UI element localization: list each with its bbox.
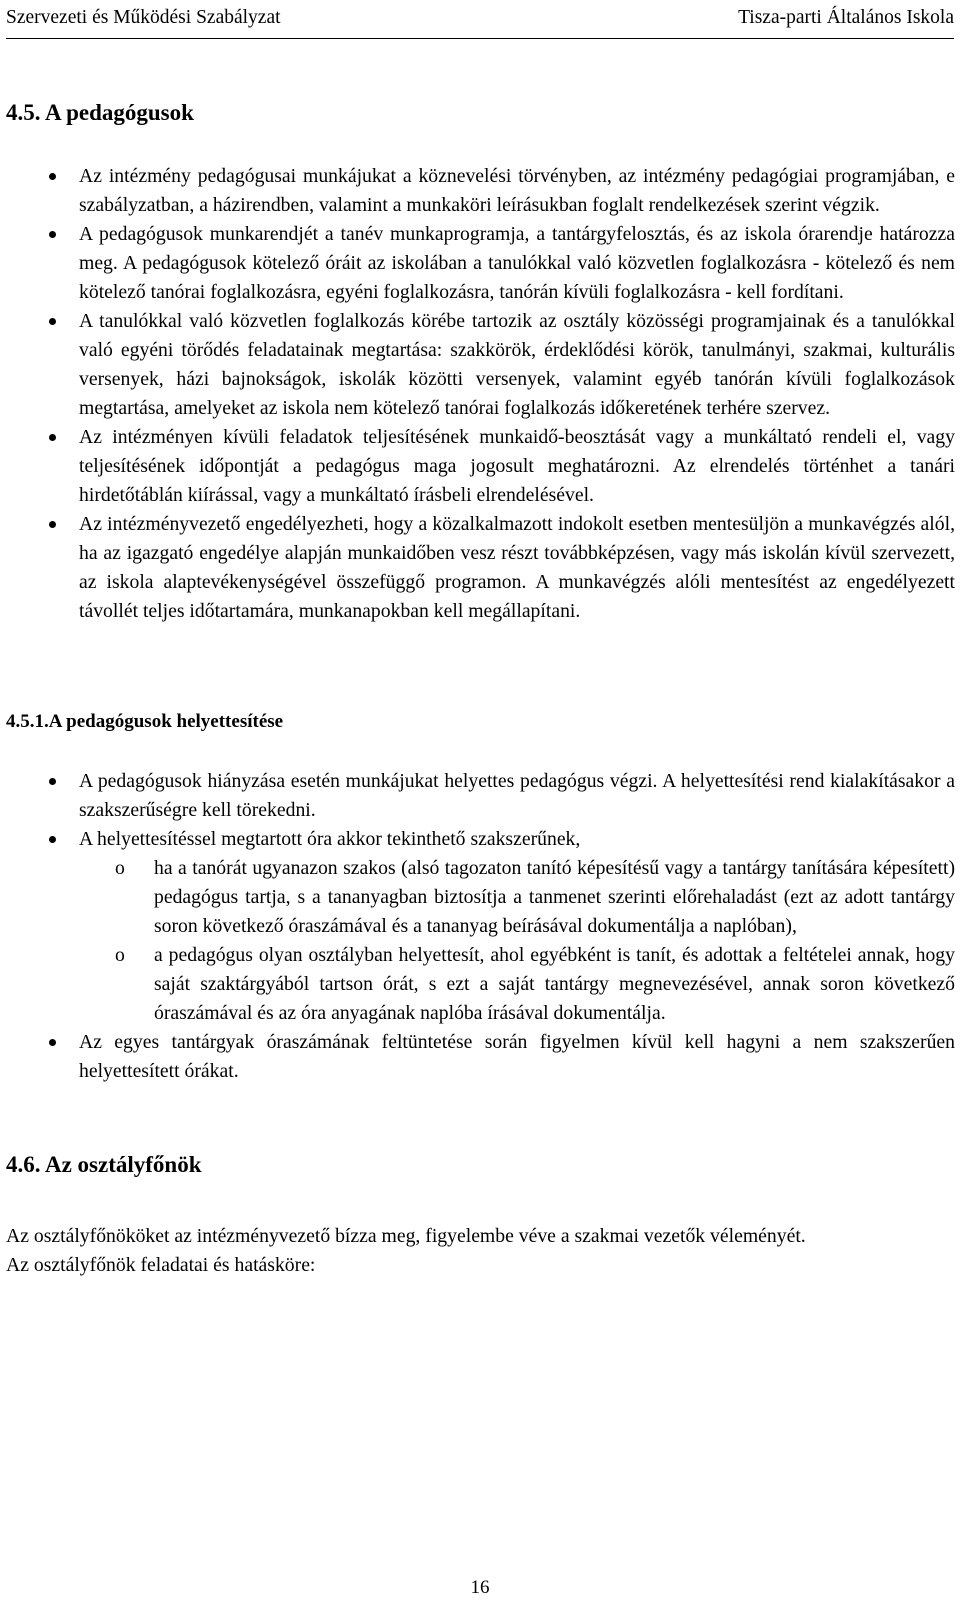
list-item: Az intézményen kívüli feladatok teljesítésének munkaidő-beosztását vagy a munkáltató rendeli el, vagy teljesítésének időpontját a pedagógus maga jogosult meghatározni. Az elrendelés történhet a tanári hirdetőtáblán kiírással, vagy a munkáltató írásbeli elrendelésével. (6, 423, 955, 510)
list-item-text: A helyettesítéssel megtartott óra akkor tekinthető szakszerűnek, (79, 828, 581, 850)
sub-list (79, 854, 955, 1028)
page-content (6, 98, 955, 1280)
section-heading-4-5-1: 4.5.1.A pedagógusok helyettesítése (6, 711, 284, 732)
list-item (6, 825, 955, 1028)
helyettesites-bullet-list (6, 767, 955, 1086)
paragraph: Az osztályfőnököket az intézményvezető bízza meg, figyelembe véve a szakmai vezetők véleményét. (6, 1225, 806, 1247)
sub-list-item: o a pedagógus olyan osztályban helyettesít, ahol egyébként is tanít, és adottak a feltételei annak, hogy saját szaktárgyából tartson órát, s ezt a saját tantárgy megnevezésével, annak soron következő óraszámával és az óra anyagának naplóba írásával dokumentálja. (79, 941, 955, 1028)
header-divider (6, 38, 954, 39)
section-heading-4-5: 4.5. A pedagógusok (6, 100, 194, 125)
page-number: 16 (470, 1577, 490, 1598)
list-item: A pedagógusok hiányzása esetén munkájukat helyettes pedagógus végzi. A helyettesítési rend kialakításakor a szakszerűségre kell törekedni. (6, 767, 955, 825)
list-item: Az intézmény pedagógusai munkájukat a köznevelési törvényben, az intézmény pedagógiai programjában, e szabályzatban, a házirendben, valamint a munkaköri leírásukban foglalt rendelkezések szerint végzik. (6, 162, 955, 220)
sub-list-item: o ha a tanórát ugyanazon szakos (alsó tagozaton tanító képesítésű vagy a tantárgy tanítására képesített) pedagógus tartja, s a tananyagban biztosítja a tanmenet szerinti előrehaladást (ezt az adott tantárgy soron következő óraszámával és a tananyag beírásával dokumentálja a naplóban), (79, 854, 955, 941)
list-item: A pedagógusok munkarendjét a tanév munkaprogramja, a tantárgyfelosztás, és az iskola órarendje határozza meg. A pedagógusok kötelező óráit az iskolában a tanulókkal való közvetlen foglalkozásra - kötelező és nem kötelező tanórai foglalkozásra, egyéni foglalkozásra, tanórán kívüli foglalkozásra - kell fordítani. (6, 220, 955, 307)
list-item: A tanulókkal való közvetlen foglalkozás körébe tartozik az osztály közösségi programjainak és a tanulókkal való egyéni törődés feladatainak megtartása: szakkörök, érdeklődési körök, tanulmányi, szakmai, kulturális versenyek, házi bajnokságok, iskolák közötti versenyek, valamint egyéb tanórán kívüli foglalkozások megtartása, amelyeket az iskola nem kötelező tanórai foglalkozás időkeretének terhére szervez. (6, 307, 955, 423)
header-document-title: Szervezeti és Működési Szabályzat (6, 7, 281, 28)
list-item: Az intézményvezető engedélyezheti, hogy a közalkalmazott indokolt esetben mentesüljön a munkavégzés alól, ha az igazgató engedélye alapján munkaidőben vesz részt továbbképzésen, vagy más iskolán kívül szervezett, az iskola alaptevékenységével összefüggő programon. A munkavégzés alóli mentesítést az engedélyezett távollét teljes időtartamára, munkanapokban kell megállapítani. (6, 510, 955, 626)
header-school-name: Tisza-parti Általános Iskola (738, 7, 954, 28)
pedagogus-bullet-list (6, 162, 955, 626)
list-item: Az egyes tantárgyak óraszámának feltüntetése során figyelmen kívül kell hagyni a nem szakszerűen helyettesített órákat. (6, 1028, 955, 1086)
section-heading-4-6: 4.6. Az osztályfőnök (6, 1152, 202, 1177)
paragraph: Az osztályfőnök feladatai és hatásköre: (6, 1254, 316, 1276)
page-header (6, 6, 954, 30)
